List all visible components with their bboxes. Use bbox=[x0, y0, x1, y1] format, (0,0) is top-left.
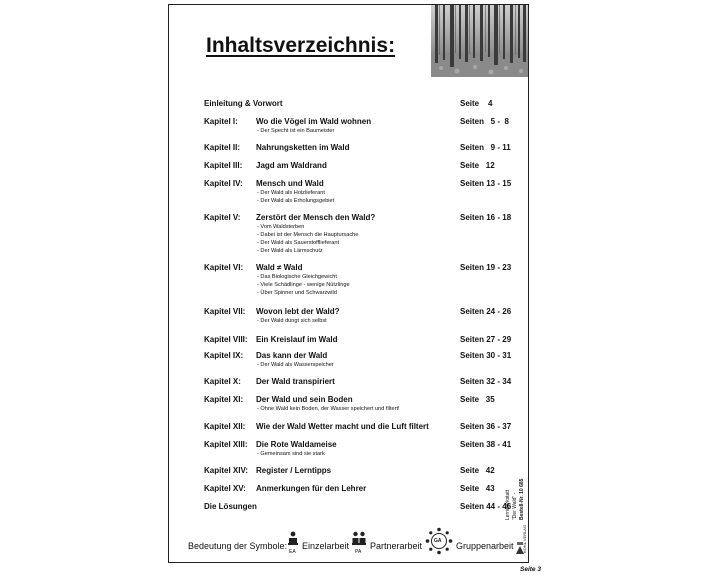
toc-page-range: Seite 43 bbox=[460, 484, 495, 493]
toc-page-range: Seiten 30 - 31 bbox=[460, 351, 512, 360]
toc-page-range: Seiten 32 - 34 bbox=[460, 377, 512, 386]
toc-chapter-label: Kapitel XIII: bbox=[204, 440, 248, 449]
toc-page-range: Seite 35 bbox=[460, 395, 495, 404]
toc-chapter-title: Wald ≠ Wald bbox=[256, 263, 303, 272]
toc-page-range: Seiten 16 - 18 bbox=[460, 213, 512, 222]
toc-chapter-title: Zerstört der Mensch den Wald? bbox=[256, 213, 376, 222]
toc-chapter-title: Der Wald transpiriert bbox=[256, 377, 335, 386]
toc-subtopic: - Der Specht ist ein Baumeister bbox=[257, 128, 335, 134]
toc-page-range: Seiten 27 - 29 bbox=[460, 335, 512, 344]
page-number: Seite 3 bbox=[520, 566, 541, 573]
toc-page-range: Seite 4 bbox=[460, 99, 493, 108]
toc-chapter-label: Kapitel IV: bbox=[204, 179, 243, 188]
publisher-name: KOHL VERLAG bbox=[522, 524, 527, 553]
toc-page-range: Seiten 19 - 23 bbox=[460, 263, 512, 272]
toc-chapter-title: Wovon lebt der Wald? bbox=[256, 307, 340, 316]
toc-chapter-title: Der Wald und sein Boden bbox=[256, 395, 353, 404]
toc-chapter-title: Anmerkungen für den Lehrer bbox=[256, 484, 367, 493]
toc-subtopic: - Ohne Wald kein Boden, der Wasser speichert und filtert! bbox=[257, 406, 400, 412]
toc-subtopic: - Der Wald düngt sich selbst bbox=[257, 318, 327, 324]
toc-chapter-label: Kapitel V: bbox=[204, 213, 241, 222]
page-title: Inhaltsverzeichnis: bbox=[206, 34, 396, 57]
toc-subtopic: - Über Spinner und Schwarzwild bbox=[257, 290, 337, 296]
toc-subtopic: - Vom Waldsterben bbox=[257, 224, 305, 230]
toc-chapter-label: Kapitel XV: bbox=[204, 484, 246, 493]
toc-page-range: Seite 42 bbox=[460, 466, 495, 475]
toc-chapter-label: Kapitel XII: bbox=[204, 422, 246, 431]
side-order-number: Bestell-Nr. 10 685 bbox=[519, 478, 525, 520]
toc-subtopic: - Der Wald als Lärmschutz bbox=[257, 248, 323, 254]
toc-chapter-title: Das kann der Wald bbox=[256, 351, 328, 360]
toc-subtopic: - Dabei ist der Mensch die Hauptursache bbox=[257, 232, 359, 238]
toc-page-range: Seiten 44 - 46 bbox=[460, 502, 512, 511]
toc-subtopic: - Das Biologische Gleichgewicht bbox=[257, 274, 337, 280]
legend-item-gruppenarbeit: Gruppenarbeit bbox=[456, 541, 514, 551]
toc-chapter-title: Die Rote Waldameise bbox=[256, 440, 337, 449]
toc-subtopic: - Der Wald als Erholungsgebiet bbox=[257, 198, 335, 204]
toc-chapter-title: Mensch und Wald bbox=[256, 179, 324, 188]
toc-chapter-label: Kapitel X: bbox=[204, 377, 241, 386]
toc-chapter-title: Wie der Wald Wetter macht und die Luft filtert bbox=[256, 422, 429, 431]
toc-chapter-title: Ein Kreislauf im Wald bbox=[256, 335, 338, 344]
toc-page-range: Seiten 24 - 26 bbox=[460, 307, 512, 316]
toc-subtopic: - Der Wald als Wasserspeicher bbox=[257, 362, 334, 368]
toc-page-range: Seiten 38 - 41 bbox=[460, 440, 512, 449]
toc-chapter-label: Kapitel IX: bbox=[204, 351, 244, 360]
toc-page-range: Seiten 5 - 8 bbox=[460, 117, 509, 126]
toc-subtopic: - Der Wald als Sauerstofflieferant bbox=[257, 240, 340, 246]
toc-chapter-label: Kapitel XIV: bbox=[204, 466, 249, 475]
toc-chapter-label: Die Lösungen bbox=[204, 502, 257, 511]
toc-chapter-title: Wo die Vögel im Wald wohnen bbox=[256, 117, 372, 126]
legend-intro: Bedeutung der Symbole: bbox=[188, 541, 288, 551]
toc-chapter-label: Einleitung & Vorwort bbox=[204, 99, 283, 108]
toc-chapter-label: Kapitel II: bbox=[204, 143, 241, 152]
toc-chapter-label: Kapitel III: bbox=[204, 161, 243, 170]
side-series-title: Lernwerkstatt bbox=[505, 489, 511, 520]
toc-page-range: Seiten 36 - 37 bbox=[460, 422, 512, 431]
toc-chapter-label: Kapitel I: bbox=[204, 117, 238, 126]
legend-abbr-ga: GA bbox=[434, 538, 442, 544]
toc-chapter-title: Register / Lerntipps bbox=[256, 466, 332, 475]
toc-chapter-label: Kapitel XI: bbox=[204, 395, 244, 404]
legend-item-einzelarbeit: Einzelarbeit bbox=[302, 541, 350, 551]
toc-chapter-label: Kapitel VII: bbox=[204, 307, 246, 316]
legend-abbr-ea: EA bbox=[289, 549, 296, 555]
toc-chapter-title: Nahrungsketten im Wald bbox=[256, 143, 350, 152]
toc-subtopic: - Gemeinsam sind sie stark bbox=[257, 451, 325, 457]
legend-abbr-pa: PA bbox=[355, 549, 362, 555]
toc-subtopic: - Viele Schädlinge - wenige Nützlinge bbox=[257, 282, 350, 288]
legend-item-partnerarbeit: Partnerarbeit bbox=[370, 541, 423, 551]
toc-chapter-title: Jagd am Waldrand bbox=[256, 161, 327, 170]
toc-page-range: Seiten 13 - 15 bbox=[460, 179, 512, 188]
toc-page-range: Seiten 9 - 11 bbox=[460, 143, 511, 152]
toc-page-range: Seite 12 bbox=[460, 161, 495, 170]
toc-chapter-label: Kapitel VIII: bbox=[204, 335, 248, 344]
toc-subtopic: - Der Wald als Holzlieferant bbox=[257, 190, 325, 196]
toc-chapter-label: Kapitel VI: bbox=[204, 263, 244, 272]
side-book-title: "Der Wald" - bbox=[512, 492, 518, 520]
